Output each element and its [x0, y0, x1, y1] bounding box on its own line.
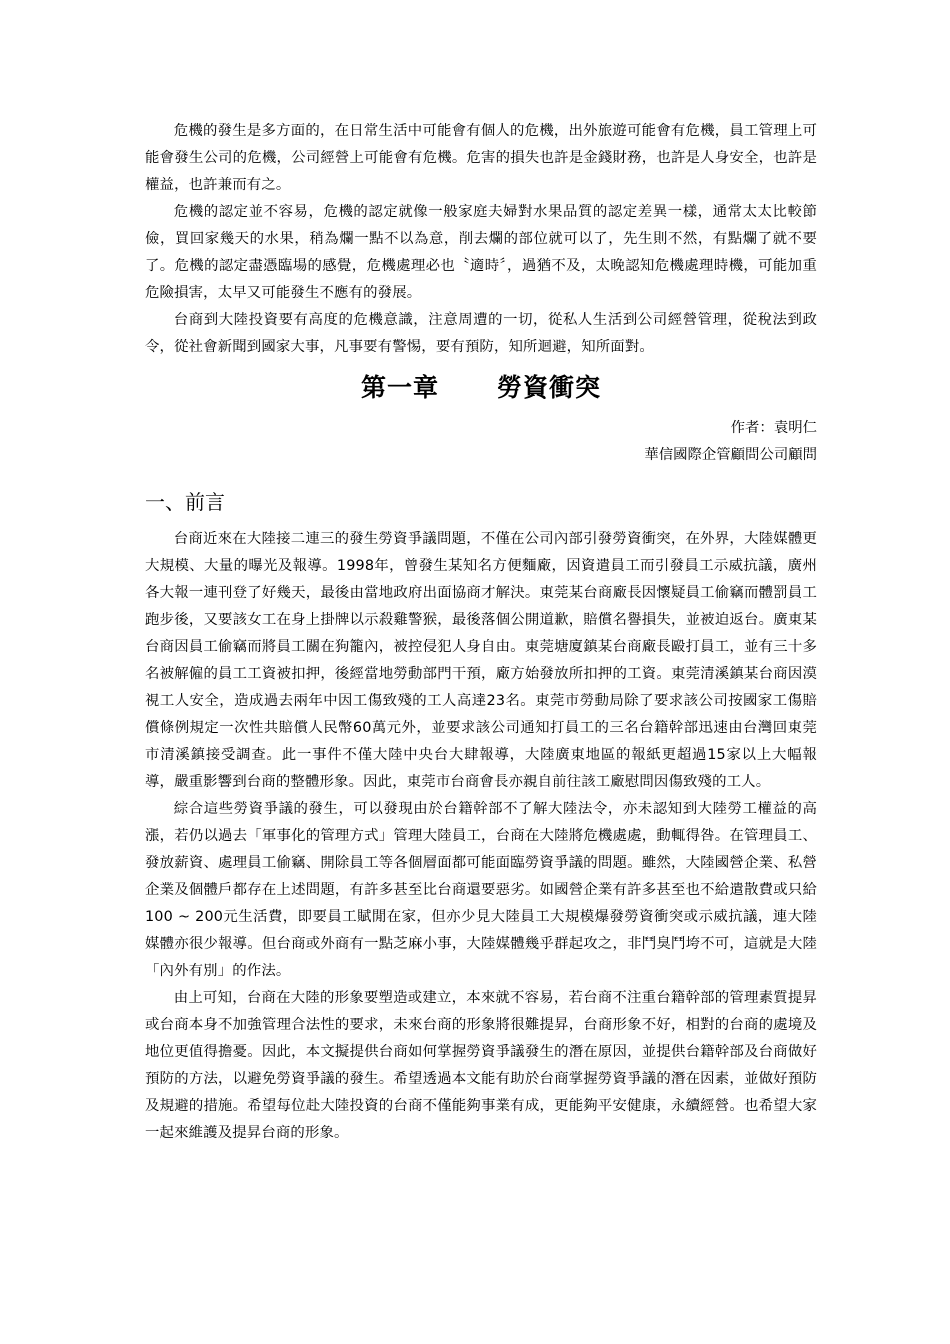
- body-paragraph-2: 綜合這些勞資爭議的發生，可以發現由於台籍幹部不了解大陸法令，亦未認知到大陸勞工權益的高漲，若仍以過去「軍事化的管理方式」管理大陸員工，台商在大陸將危機處處，動輒得咎。在管理員工、發放薪資、處理員工偷竊、開除員工等各個層面都可能面臨勞資爭議的問題。雖然，大陸國營企業、私營企業及個體戶都存在上述問題，有許多甚至比台商還要惡劣。如國營企業有許多甚至也不給遣散費或只給100 ~ 200元生活費，即要員工賦閒在家，但亦少見大陸員工大規模爆發勞資衝突或示威抗議，連大陸媒體亦很少報導。但台商或外商有一點芝麻小事，大陸媒體幾乎群起攻之，非鬥臭鬥垮不可，這就是大陸「內外有別」的作法。: [145, 801, 817, 979]
- chapter-number: 第一章: [360, 373, 439, 402]
- section-heading: 一、前言: [145, 490, 225, 514]
- chapter-title: [145, 371, 817, 405]
- intro-paragraph-3: 台商到大陸投資要有高度的危機意識，注意周遭的一切，從私人生活到公司經營管理，從稅法到政令，從社會新聞到國家大事，凡事要有警惕，要有預防，知所迴避，知所面對。: [145, 312, 817, 355]
- body-paragraph-1: 台商近來在大陸接二連三的發生勞資爭議問題，不僅在公司內部引發勞資衝突，在外界，大陸媒體更大規模、大量的曝光及報導。1998年，曾發生某知名方便麵廠，因資遣員工而引發員工示威抗議，廣州各大報一連刊登了好幾天，最後由當地政府出面協商才解決。東莞某台商廠長因懷疑員工偷竊而體罰員工跑步後，又要該女工在身上掛牌以示殺雞警猴，最後落個公開道歉，賠償名譽損失，並被迫返台。廣東某台商因員工偷竊而將員工關在狗籠內，被控侵犯人身自由。東莞塘廈鎮某台商廠長毆打員工，並有三十多名被解僱的員工工資被扣押，後經當地勞動部門干預，廠方始發放所扣押的工資。東莞清溪鎮某台商因漠視工人安全，造成過去兩年中因工傷致殘的工人高達23名。東莞市勞動局除了要求該公司按國家工傷賠償條例規定一次性共賠償人民幣60萬元外，並要求該公司通知打員工的三名台籍幹部迅速由台灣回東莞市清溪鎮接受調查。此一事件不僅大陸中央台大肆報導，大陸廣東地區的報紙更超過15家以上大幅報導，嚴重影響到台商的整體形象。因此，東莞市台商會長亦親自前往該工廠慰問因傷致殘的工人。: [145, 531, 817, 790]
- document-page: [145, 118, 817, 1147]
- affiliation-line: 華信國際企管顧問公司顧問: [644, 447, 817, 463]
- author-line: 作者：袁明仁: [730, 420, 817, 436]
- intro-paragraph-1: 危機的發生是多方面的，在日常生活中可能會有個人的危機，出外旅遊可能會有危機，員工管理上可能會發生公司的危機，公司經營上可能會有危機。危害的損失也許是金錢財務，也許是人身安全，也許是權益，也許兼而有之。: [145, 123, 817, 193]
- body-paragraph-3: 由上可知，台商在大陸的形象要塑造或建立，本來就不容易，若台商不注重台籍幹部的管理素質提昇或台商本身不加強管理合法性的要求，未來台商的形象將很難提昇，台商形象不好，相對的台商的處境及地位更值得擔憂。因此，本文擬提供台商如何掌握勞資爭議發生的潛在原因，並提供台籍幹部及台商做好預防的方法，以避免勞資爭議的發生。希望透過本文能有助於台商掌握勞資爭議的潛在因素，並做好預防及規避的措施。希望每位赴大陸投資的台商不僅能夠事業有成，更能夠平安健康，永續經營。也希望大家一起來維護及提昇台商的形象。: [145, 990, 817, 1141]
- intro-paragraph-2: 危機的認定並不容易，危機的認定就像一般家庭夫婦對水果品質的認定差異一樣，通常太太比較節儉，買回家幾天的水果，稍為爛一點不以為意，削去爛的部位就可以了，先生則不然，有點爛了就不要了。危機的認定盡憑臨場的感覺，危機處理必也〝適時〞，過猶不及，太晚認知危機處理時機，可能加重危險損害，太早又可能發生不應有的發展。: [145, 204, 817, 301]
- chapter-name: 勞資衝突: [497, 373, 602, 402]
